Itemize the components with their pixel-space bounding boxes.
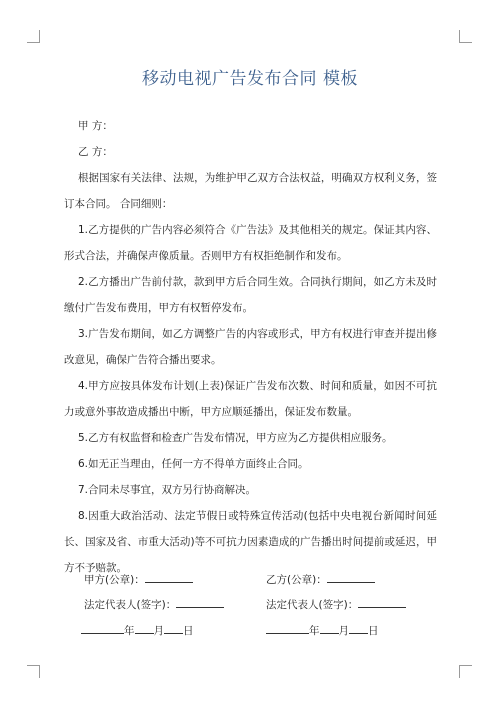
intro-paragraph: 根据国家有关法律、法规，为维护甲乙双方合法权益，明确双方权利义务，签订本合同。 合同细则： (64, 172, 437, 210)
corner-mark-top-left (27, 30, 40, 43)
party-a-seal-blank[interactable] (145, 571, 193, 583)
party-b-day-blank[interactable] (349, 622, 368, 634)
party-a-day-blank[interactable] (164, 622, 183, 634)
party-a-seal-label: 甲方(公章)： (84, 574, 145, 586)
contract-body (64, 113, 437, 581)
party-b-year-blank[interactable] (266, 622, 309, 634)
party-b-seal-label: 乙方(公章)： (266, 574, 327, 586)
party-b-date (266, 622, 379, 638)
party-a-representative (84, 596, 224, 612)
day-label: 日 (368, 625, 379, 637)
party-b-line: 乙 方： (78, 146, 113, 158)
month-label: 月 (338, 625, 349, 637)
party-b-month-blank[interactable] (320, 622, 339, 634)
corner-mark-bottom-right (459, 665, 472, 678)
rep-b-label: 法定代表人(签字)： (266, 599, 359, 611)
corner-mark-top-right (459, 30, 472, 43)
party-a-month-blank[interactable] (135, 622, 154, 634)
clause-3: 3.广告发布期间，如乙方调整广告的内容或形式，甲方有权进行审查并提出修改意见，确保广告符合播出要求。 (64, 328, 437, 366)
party-b-seal (266, 571, 375, 587)
party-a-year-blank[interactable] (81, 622, 124, 634)
corner-mark-bottom-left (27, 665, 40, 678)
party-a-line: 甲 方： (78, 120, 113, 132)
party-a-seal (84, 571, 193, 587)
clause-6: 6.如无正当理由，任何一方不得单方面终止合同。 (78, 458, 309, 470)
month-label: 月 (153, 625, 164, 637)
clause-4: 4.甲方应按具体发布计划(上表)保证广告发布次数、时间和质量，如因不可抗力或意外事故造成播出中断，甲方应顺延播出，保证发布数量。 (64, 380, 437, 418)
day-label: 日 (183, 625, 194, 637)
year-label: 年 (124, 625, 135, 637)
clause-5: 5.乙方有权监督和检查广告发布情况，甲方应为乙方提供相应服务。 (78, 432, 393, 444)
clause-8: 8.因重大政治活动、法定节假日或特殊宣传活动(包括中央电视台新闻时间延长、国家及省、市重大活动)等不可抗力因素造成的广告播出时间提前或延迟，甲方不予赔款。 (64, 510, 437, 574)
rep-b-blank[interactable] (358, 596, 406, 608)
party-b-representative (266, 596, 406, 612)
clause-1: 1.乙方提供的广告内容必须符合《广告法》及其他相关的规定。保证其内容、形式合法，并确保声像质量。否则甲方有权拒绝制作和发布。 (64, 224, 437, 262)
rep-a-blank[interactable] (176, 596, 224, 608)
clause-7: 7.合同未尽事宜，双方另行协商解决。 (78, 484, 257, 496)
clause-2: 2.乙方播出广告前付款，款到甲方后合同生效。合同执行期间，如乙方未及时缴付广告发布费用，甲方有权暂停发布。 (64, 276, 437, 314)
party-b-seal-blank[interactable] (327, 571, 375, 583)
rep-a-label: 法定代表人(签字)： (84, 599, 177, 611)
document-title: 移动电视广告发布合同 模板 (142, 69, 358, 89)
party-a-date (81, 622, 194, 638)
year-label: 年 (309, 625, 320, 637)
